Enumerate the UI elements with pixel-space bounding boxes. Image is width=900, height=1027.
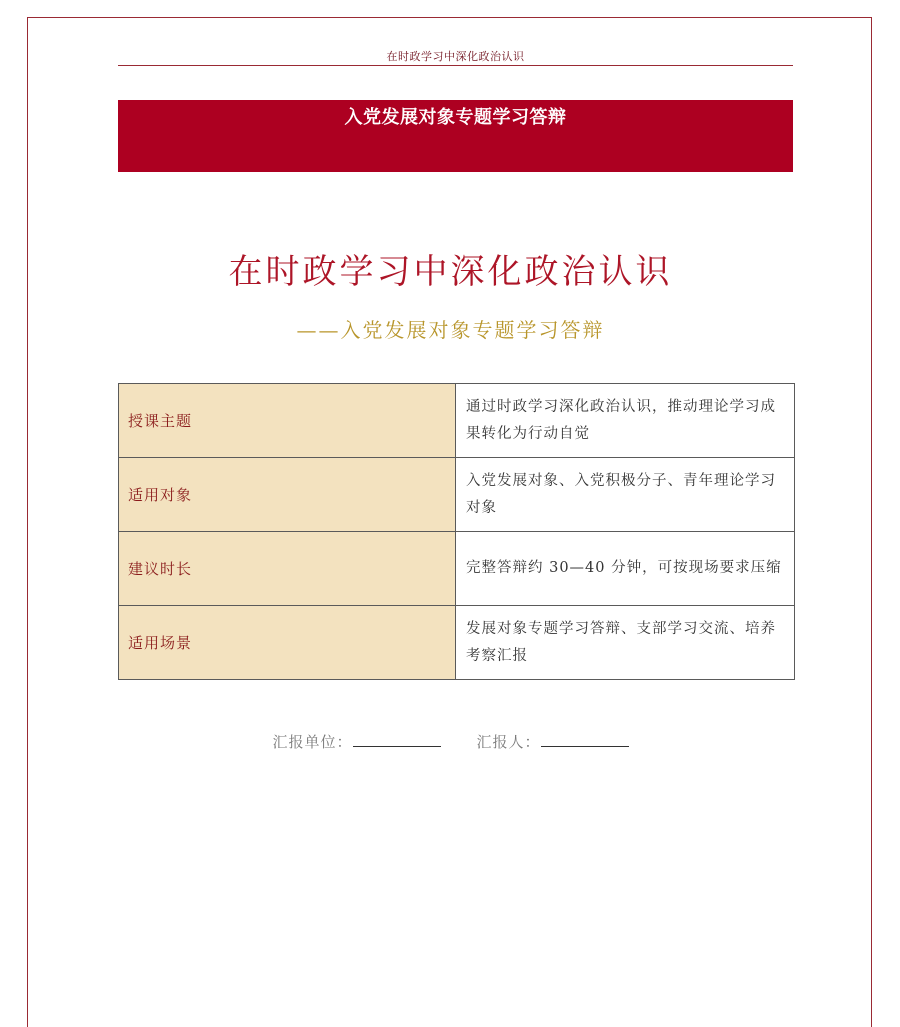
subtitle: ——入党发展对象专题学习答辩: [296, 318, 605, 342]
table-row: [119, 384, 795, 458]
row-value: 完整答辩约 30—40 分钟，可按现场要求压缩: [456, 532, 795, 606]
row-value: 通过时政学习深化政治认识，推动理论学习成果转化为行动自觉: [456, 384, 795, 458]
table-row: [119, 606, 795, 680]
running-header: 在时政学习中深化政治认识: [386, 50, 525, 63]
row-label: 建议时长: [119, 532, 456, 606]
reporter-label: 汇报人：: [476, 733, 541, 751]
reporter-blank: [541, 730, 629, 747]
row-label: 适用对象: [119, 458, 456, 532]
report-unit-blank: [353, 730, 441, 747]
main-title: 在时政学习中深化政治认识: [228, 252, 673, 292]
row-value: 入党发展对象、入党积极分子、青年理论学习对象: [456, 458, 795, 532]
title-banner: [118, 100, 793, 172]
row-value: 发展对象专题学习答辩、支部学习交流、培养考察汇报: [456, 606, 795, 680]
row-label: 授课主题: [119, 384, 456, 458]
row-label: 适用场景: [119, 606, 456, 680]
table-row: [119, 458, 795, 532]
document-page: [27, 17, 872, 1027]
report-unit-label: 汇报单位：: [272, 733, 353, 751]
banner-title: 入党发展对象专题学习答辩: [344, 107, 567, 128]
table-row: [119, 532, 795, 606]
header-rule: [118, 65, 793, 66]
info-table: [118, 383, 795, 680]
report-info-line: [28, 730, 873, 752]
